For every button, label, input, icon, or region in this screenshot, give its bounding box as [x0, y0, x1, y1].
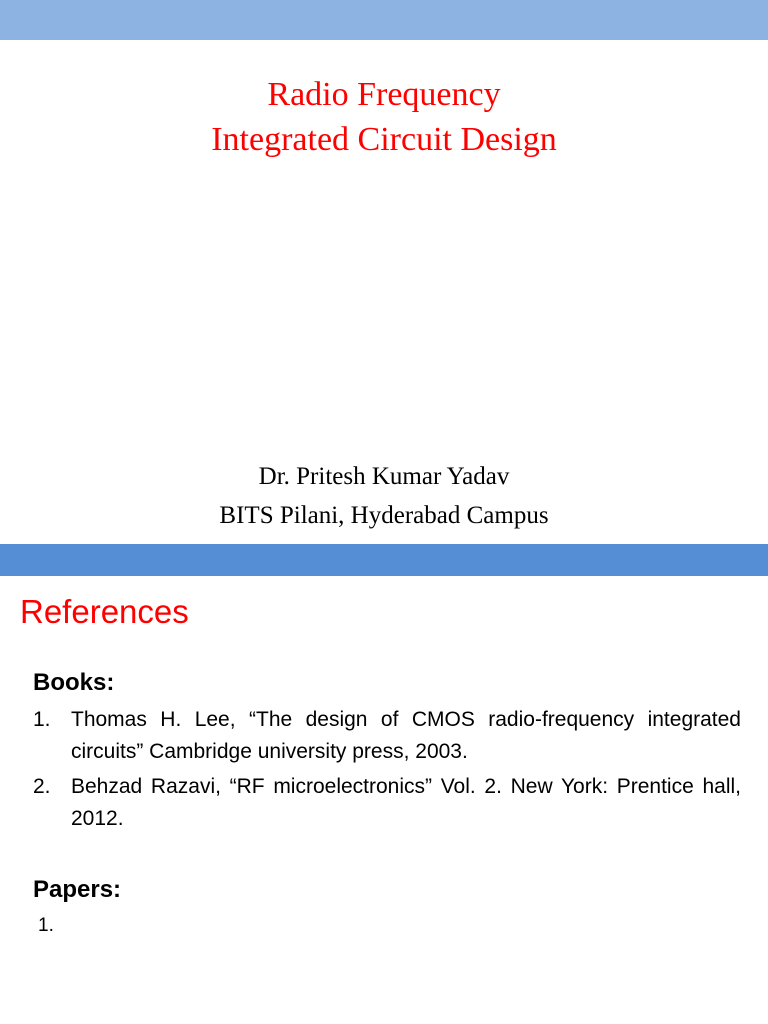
title-line-2: Integrated Circuit Design	[211, 121, 557, 158]
book-number: 2.	[33, 775, 51, 798]
author-block	[0, 457, 768, 535]
author-affiliation: BITS Pilani, Hyderabad Campus	[219, 502, 549, 529]
book-item-1	[33, 704, 741, 768]
top-accent-bar	[0, 0, 768, 40]
references-heading: References	[20, 593, 189, 630]
papers-list	[38, 911, 54, 941]
books-list	[33, 704, 741, 838]
references-slide	[0, 576, 768, 1024]
slide-divider-band	[0, 544, 768, 576]
book-citation: Behzad Razavi, “RF microelectronics” Vol. 2. New York: Prentice hall, 2012.	[71, 775, 741, 830]
paper-number: 1.	[38, 915, 54, 936]
slide-title	[0, 72, 768, 162]
title-line-1: Radio Frequency	[267, 76, 501, 113]
papers-label: Papers:	[33, 876, 122, 903]
books-label: Books:	[33, 669, 115, 696]
book-citation: Thomas H. Lee, “The design of CMOS radio-frequency integrated circuits” Cambridge university press, 2003.	[71, 708, 741, 763]
author-name: Dr. Pritesh Kumar Yadav	[258, 463, 510, 490]
book-number: 1.	[33, 708, 51, 731]
book-item-2	[33, 771, 741, 835]
paper-item-1	[38, 911, 54, 941]
